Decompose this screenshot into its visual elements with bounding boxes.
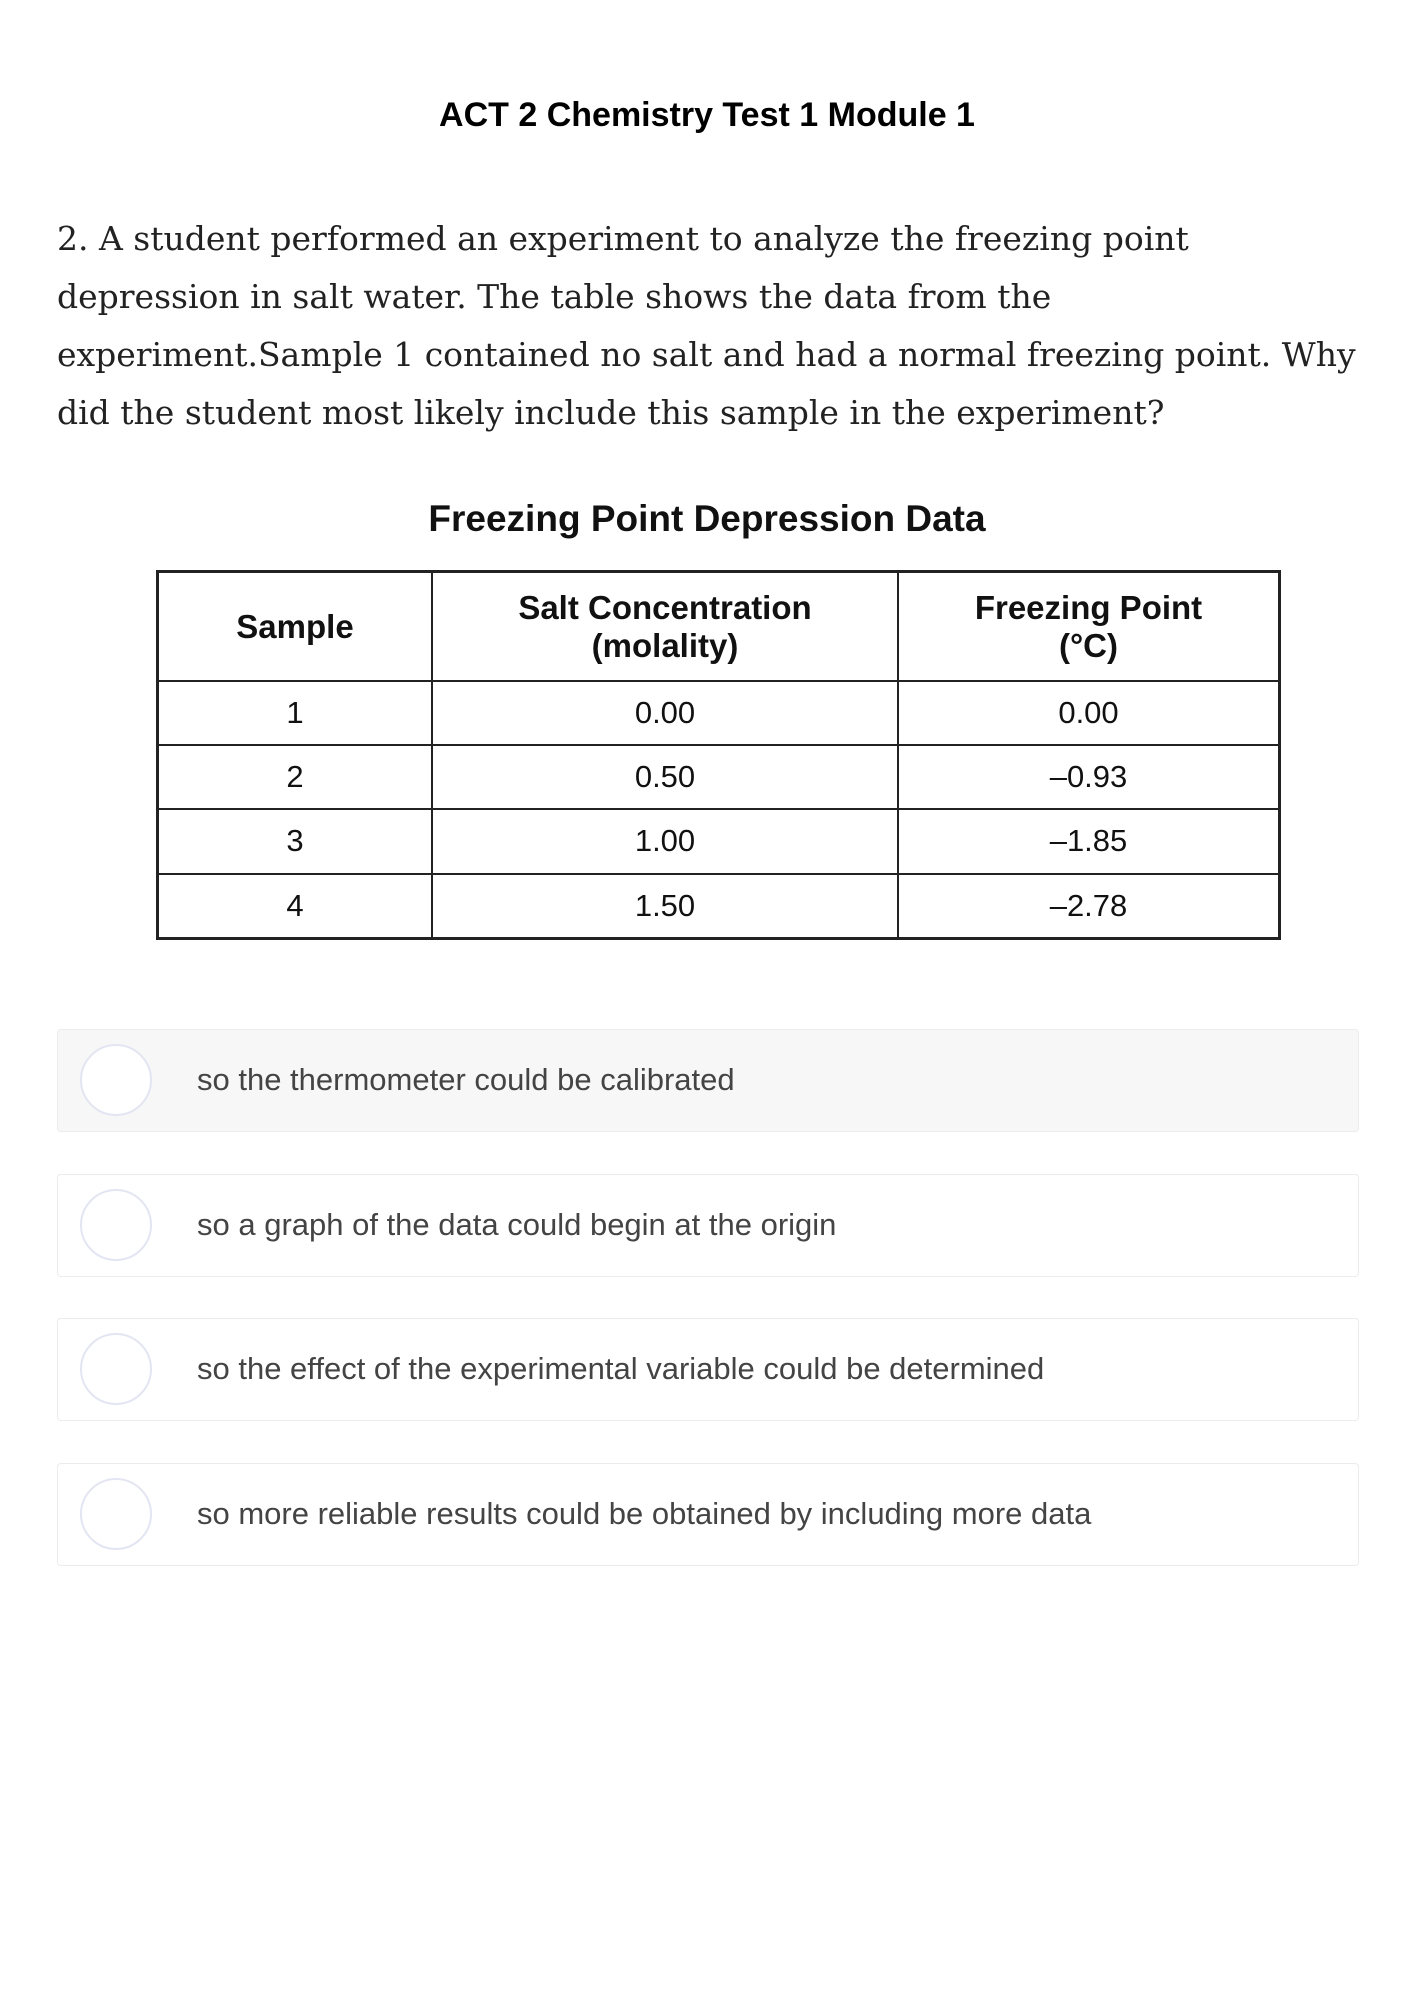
cell-concentration: 1.50 xyxy=(432,874,898,939)
option-label: so the effect of the experimental variable could be determined xyxy=(197,1351,1045,1386)
answer-option-a[interactable] xyxy=(57,1029,1359,1132)
table-title: Freezing Point Depression Data xyxy=(428,498,986,539)
header-label: Sample xyxy=(236,607,354,645)
answer-option-c[interactable] xyxy=(57,1318,1359,1421)
option-label: so a graph of the data could begin at the origin xyxy=(197,1207,837,1242)
cell-sample: 4 xyxy=(158,874,433,939)
radio-button[interactable] xyxy=(80,1189,152,1261)
answer-option-d[interactable] xyxy=(57,1463,1359,1566)
answer-option-b[interactable] xyxy=(57,1174,1359,1277)
header-label: Freezing Point xyxy=(974,588,1203,626)
header-label: Salt Concentration xyxy=(518,588,812,626)
option-label: so the thermometer could be calibrated xyxy=(197,1062,735,1097)
radio-button[interactable] xyxy=(80,1333,152,1405)
cell-sample: 2 xyxy=(158,745,433,809)
cell-freezing-point: –2.78 xyxy=(898,874,1280,939)
page-title: ACT 2 Chemistry Test 1 Module 1 xyxy=(439,96,975,134)
cell-sample: 3 xyxy=(158,809,433,873)
cell-freezing-point: 0.00 xyxy=(898,681,1280,745)
header-freezing-point xyxy=(898,572,1280,682)
data-table xyxy=(156,570,1281,940)
radio-button[interactable] xyxy=(80,1478,152,1550)
table-header-row xyxy=(158,572,1280,682)
table-row xyxy=(158,809,1280,873)
table-row xyxy=(158,681,1280,745)
cell-concentration: 0.00 xyxy=(432,681,898,745)
header-unit: (molality) xyxy=(591,626,739,664)
cell-freezing-point: –0.93 xyxy=(898,745,1280,809)
header-unit: (°C) xyxy=(1058,626,1118,664)
cell-concentration: 1.00 xyxy=(432,809,898,873)
header-salt-concentration xyxy=(432,572,898,682)
cell-freezing-point: –1.85 xyxy=(898,809,1280,873)
option-label: so more reliable results could be obtained by including more data xyxy=(197,1496,1092,1531)
table-row xyxy=(158,745,1280,809)
question-text: 2. A student performed an experiment to analyze the freezing point depression in salt water. The table shows the data from the experiment.Sample 1 contained no salt and had a normal freezing point. Why did the student most likely include this sample in the experiment? xyxy=(57,219,1356,432)
table-row xyxy=(158,874,1280,939)
cell-concentration: 0.50 xyxy=(432,745,898,809)
cell-sample: 1 xyxy=(158,681,433,745)
header-sample xyxy=(158,572,433,682)
radio-button[interactable] xyxy=(80,1044,152,1116)
